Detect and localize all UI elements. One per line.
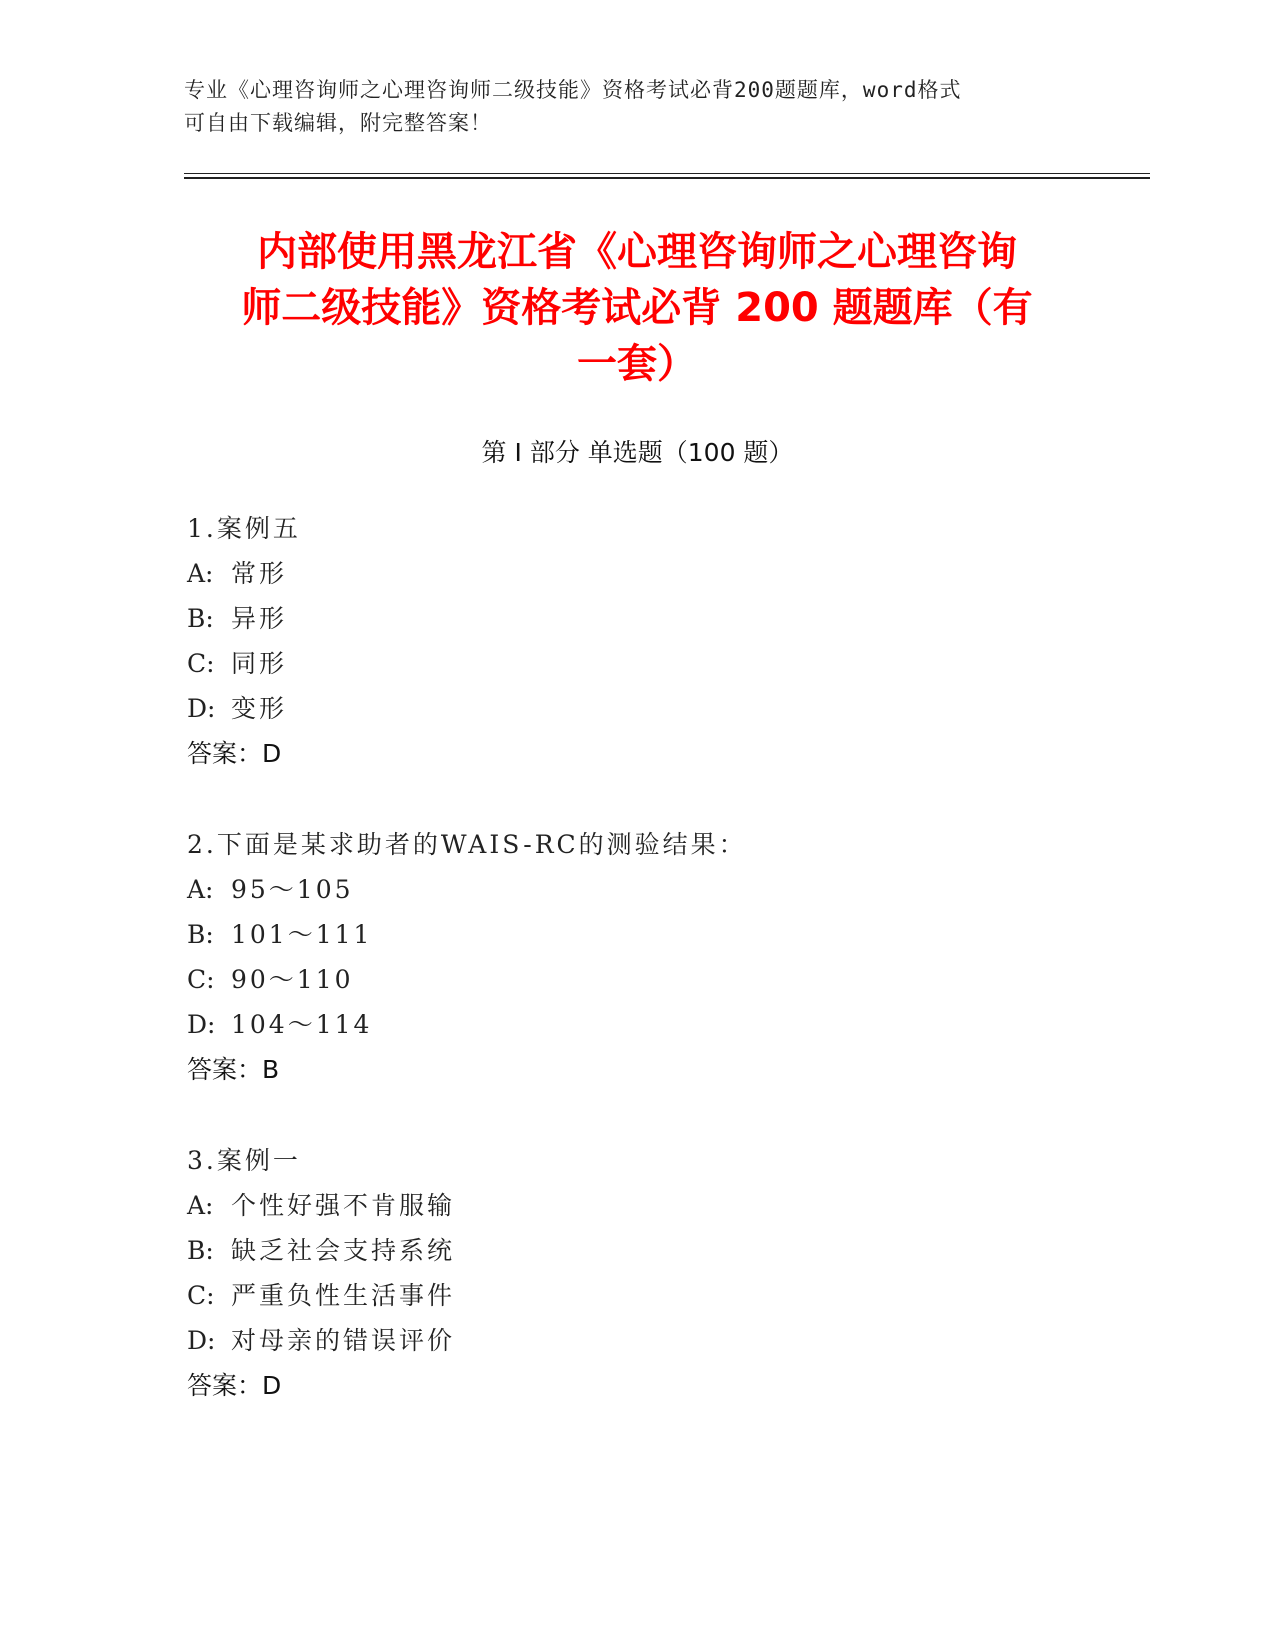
answer: 答案：D <box>187 739 282 768</box>
option-b <box>187 912 1087 957</box>
question-2 <box>187 822 1087 1092</box>
document-title-line-2: 师二级技能》资格考试必背 200 题题库（有 <box>241 285 1033 331</box>
option-b <box>187 1228 1087 1273</box>
option-text: 101～111 <box>231 920 373 949</box>
option-a <box>187 867 1087 912</box>
option-text: 95～105 <box>231 875 354 904</box>
option-label: C: <box>187 649 215 678</box>
document-title-line-1: 内部使用黑龙江省《心理咨询师之心理咨询 <box>257 229 1017 275</box>
option-label: A: <box>187 559 214 588</box>
option-text: 90～110 <box>231 965 354 994</box>
option-b <box>187 596 1087 641</box>
option-text: 对母亲的错误评价 <box>231 1326 456 1355</box>
option-text: 常形 <box>231 559 288 588</box>
option-text: 变形 <box>231 694 288 723</box>
option-label: B: <box>187 1236 214 1265</box>
option-d <box>187 686 1087 731</box>
option-text: 个性好强不肯服输 <box>231 1191 456 1220</box>
header-note-line-1: 专业《心理咨询师之心理咨询师二级技能》资格考试必背200题题库，word格式 <box>184 78 962 102</box>
option-c <box>187 957 1087 1002</box>
question-stem: 2.下面是某求助者的WAIS-RC的测验结果： <box>187 830 747 859</box>
question-stem: 1.案例五 <box>187 514 301 543</box>
option-c <box>187 1273 1087 1318</box>
section-heading: 第 I 部分 单选题（100 题） <box>481 438 794 467</box>
option-text: 严重负性生活事件 <box>231 1281 456 1310</box>
option-d <box>187 1002 1087 1047</box>
option-label: C: <box>187 1281 215 1310</box>
question-3 <box>187 1138 1087 1408</box>
answer: 答案：B <box>187 1055 280 1084</box>
option-c <box>187 641 1087 686</box>
option-a <box>187 551 1087 596</box>
document-title <box>184 224 1090 392</box>
option-text: 同形 <box>231 649 288 678</box>
option-text: 异形 <box>231 604 288 633</box>
option-d <box>187 1318 1087 1363</box>
option-label: D: <box>187 1010 216 1039</box>
header-divider-thick <box>184 177 1150 179</box>
option-text: 缺乏社会支持系统 <box>231 1236 456 1265</box>
option-label: B: <box>187 920 214 949</box>
question-stem: 3.案例一 <box>187 1146 301 1175</box>
header-note-line-2: 可自由下载编辑，附完整答案！ <box>184 111 492 135</box>
question-1 <box>187 506 1087 776</box>
option-label: C: <box>187 965 215 994</box>
header-note <box>184 74 1064 140</box>
answer: 答案：D <box>187 1371 282 1400</box>
option-label: D: <box>187 694 216 723</box>
option-label: A: <box>187 1191 214 1220</box>
option-a <box>187 1183 1087 1228</box>
option-label: D: <box>187 1326 216 1355</box>
option-text: 104～114 <box>231 1010 373 1039</box>
option-label: A: <box>187 875 214 904</box>
header-divider-thin <box>184 173 1150 174</box>
document-title-line-3: 一套） <box>577 341 697 387</box>
option-label: B: <box>187 604 214 633</box>
